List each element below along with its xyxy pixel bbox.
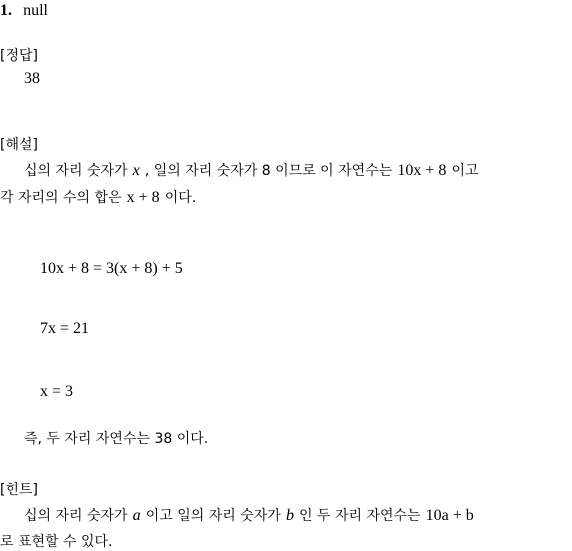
explanation-line-2: 각 자리의 수의 합은 x + 8 이다.	[0, 189, 197, 206]
expression-10x-plus-8: 10x + 8	[397, 162, 447, 179]
conclusion: 즉, 두 자리 자연수는 38 이다.	[24, 431, 209, 447]
expression-x-plus-8: x + 8	[126, 189, 160, 206]
equation-1: 10x + 8 = 3(x + 8) + 5	[40, 260, 183, 277]
answer-label: [정답]	[0, 48, 38, 64]
explanation-label: [해설]	[0, 137, 38, 153]
hint-line-1: 십의 자리 숫자가 a 이고 일의 자리 숫자가 b 인 두 자리 자연수는 10a + b	[24, 507, 474, 524]
expression-10a-plus-b: 10a + b	[425, 507, 474, 524]
answer-value: 38	[24, 70, 40, 87]
equation-2: 7x = 21	[40, 320, 90, 337]
question-number: 1.	[0, 2, 12, 19]
explanation-line-1: 십의 자리 숫자가 x , 일의 자리 숫자가 8 이므로 이 자연수는 10x + 8 이고	[24, 162, 479, 179]
question-text: null	[23, 2, 48, 19]
hint-line-2: 로 표현할 수 있다.	[0, 534, 113, 550]
question-header	[0, 0, 48, 20]
equation-3: x = 3	[40, 383, 74, 400]
hint-label: [힌트]	[0, 482, 38, 498]
